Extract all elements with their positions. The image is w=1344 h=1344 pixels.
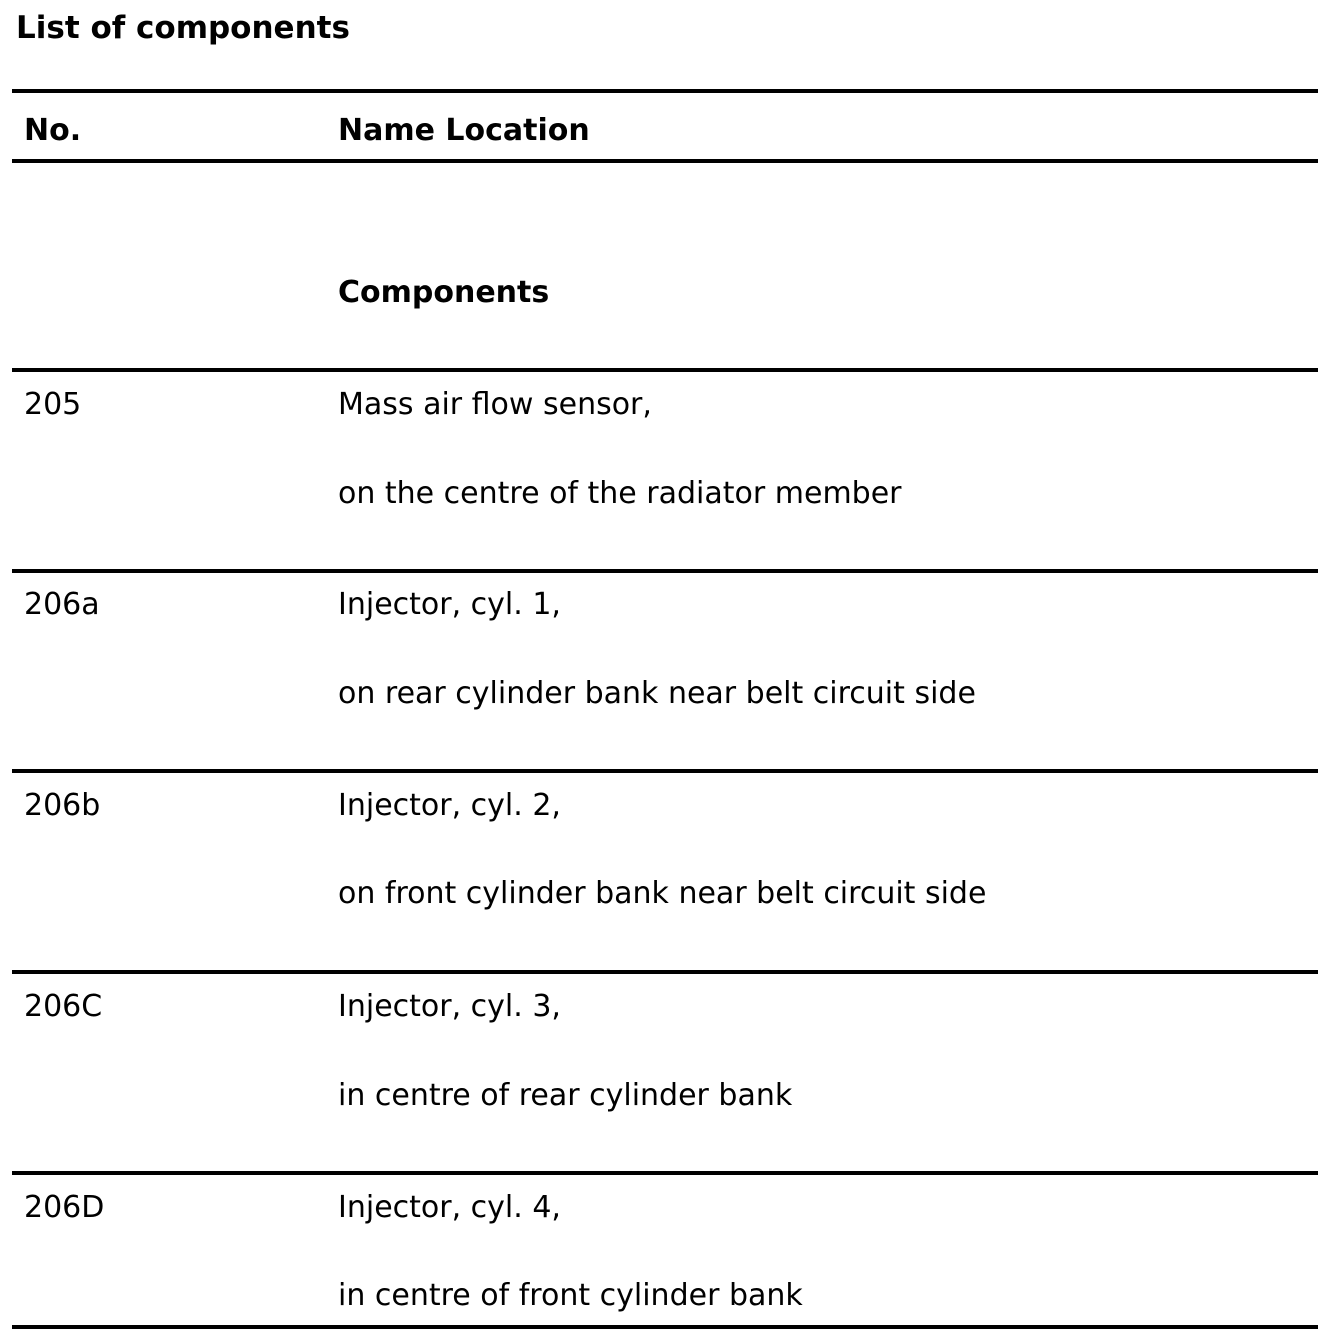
row-location: in centre of rear cylinder bank [338, 1078, 793, 1113]
row-location: on front cylinder bank near belt circuit side [338, 876, 987, 911]
section-bottom-rule [12, 368, 1318, 372]
row-divider [12, 970, 1318, 974]
table-top-rule [12, 89, 1318, 93]
row-number: 206D [24, 1190, 105, 1225]
row-number: 206C [24, 989, 103, 1024]
row-number: 206a [24, 587, 100, 622]
section-heading: Components [338, 275, 550, 310]
document-title: List of components [16, 10, 350, 46]
row-divider [12, 569, 1318, 573]
row-number: 205 [24, 387, 82, 422]
row-location: in centre of front cylinder bank [338, 1278, 803, 1313]
row-location: on the centre of the radiator member [338, 476, 902, 511]
table-bottom-rule [12, 1325, 1318, 1329]
row-name: Injector, cyl. 1, [338, 587, 561, 622]
row-divider [12, 769, 1318, 773]
row-divider [12, 1171, 1318, 1175]
header-bottom-rule [12, 159, 1318, 163]
row-name: Injector, cyl. 3, [338, 989, 561, 1024]
row-location: on rear cylinder bank near belt circuit side [338, 676, 976, 711]
row-name: Mass air flow sensor, [338, 387, 652, 422]
header-name-location: Name Location [338, 113, 590, 148]
header-no: No. [24, 113, 82, 148]
row-number: 206b [24, 788, 101, 823]
row-name: Injector, cyl. 2, [338, 788, 561, 823]
row-name: Injector, cyl. 4, [338, 1190, 561, 1225]
